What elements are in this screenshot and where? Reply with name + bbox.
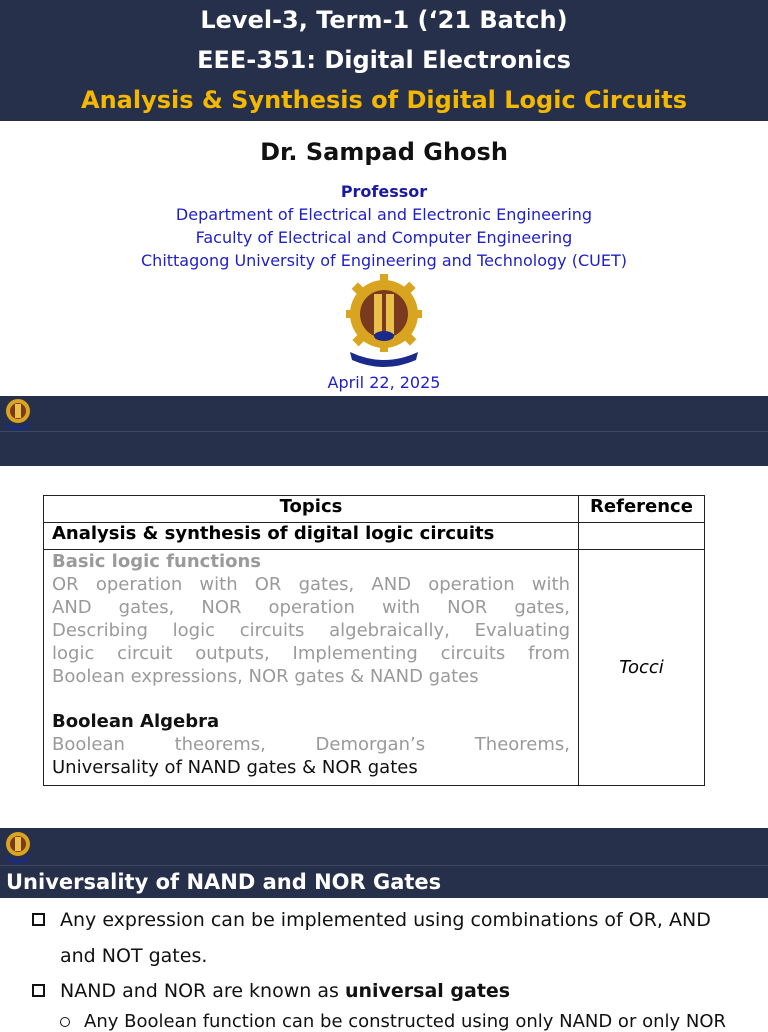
topics-table [43,495,705,786]
checkbox-bullet-icon [32,984,45,997]
affiliation-university: Chittagong University of Engineering and Technology (CUET) [141,251,627,270]
cuet-logo-small [4,397,32,431]
author-role: Professor [340,182,428,201]
bullet-universal-gates [32,973,738,1009]
section-reference-empty [579,523,705,550]
course-level: Level-3, Term-1 (‘21 Batch) [200,6,568,34]
boolean-line-1: Boolean theorems, Demorgan’s Theorems, [52,734,570,755]
header-reference: Reference [579,496,705,523]
sub-bullet [60,1011,726,1032]
band-divider [0,431,768,432]
boolean-algebra-title: Boolean Algebra [52,711,220,732]
bullet-any-expression [32,902,738,974]
lecture-title: Analysis & Synthesis of Digital Logic Circuits [81,86,687,114]
band-divider [0,865,768,866]
slide3-header-band [0,828,768,898]
basic-line-5: Boolean expressions, NOR gates & NAND gates [52,666,479,687]
course-title: EEE-351: Digital Electronics [197,46,571,74]
affiliation-faculty: Faculty of Electrical and Computer Engineering [195,228,573,247]
header-topics: Topics [44,496,579,523]
lecture-date: April 22, 2025 [327,373,441,392]
bullet-line-1: Any expression can be implemented using combinations of OR, AND [60,909,711,931]
bullet-emphasis: universal gates [344,980,511,1002]
circle-bullet-icon [60,1017,70,1027]
basic-line-2: AND gates, NOR operation with NOR gates, [52,597,570,618]
title-band [0,0,768,121]
cuet-logo-small [4,830,32,864]
author-name: Dr. Sampad Ghosh [260,138,508,166]
bullet-prefix: NAND and NOR are known as [60,980,345,1002]
affiliation-department: Department of Electrical and Electronic Engineering [175,205,593,224]
basic-logic-title: Basic logic functions [52,551,262,572]
boolean-line-2: Universality of NAND gates & NOR gates [52,757,418,778]
bullet-line-2: and NOT gates. [60,945,208,967]
slide3-heading: Universality of NAND and NOR Gates [6,870,442,894]
sub-bullet-text: Any Boolean function can be constructed using only NAND or only NOR [84,1011,727,1032]
slide-header-band [0,396,768,466]
cuet-logo [344,274,424,370]
basic-line-3: Describing logic circuits algebraically, Evaluating [52,620,570,641]
section-title: Analysis & synthesis of digital logic circuits [44,523,579,550]
topics-cell [44,550,579,786]
checkbox-bullet-icon [32,913,45,926]
reference-tocci: Tocci [579,550,705,786]
basic-line-1: OR operation with OR gates, AND operation with [52,574,570,595]
basic-line-4: logic circuit outputs, Implementing circuits from [52,643,570,664]
